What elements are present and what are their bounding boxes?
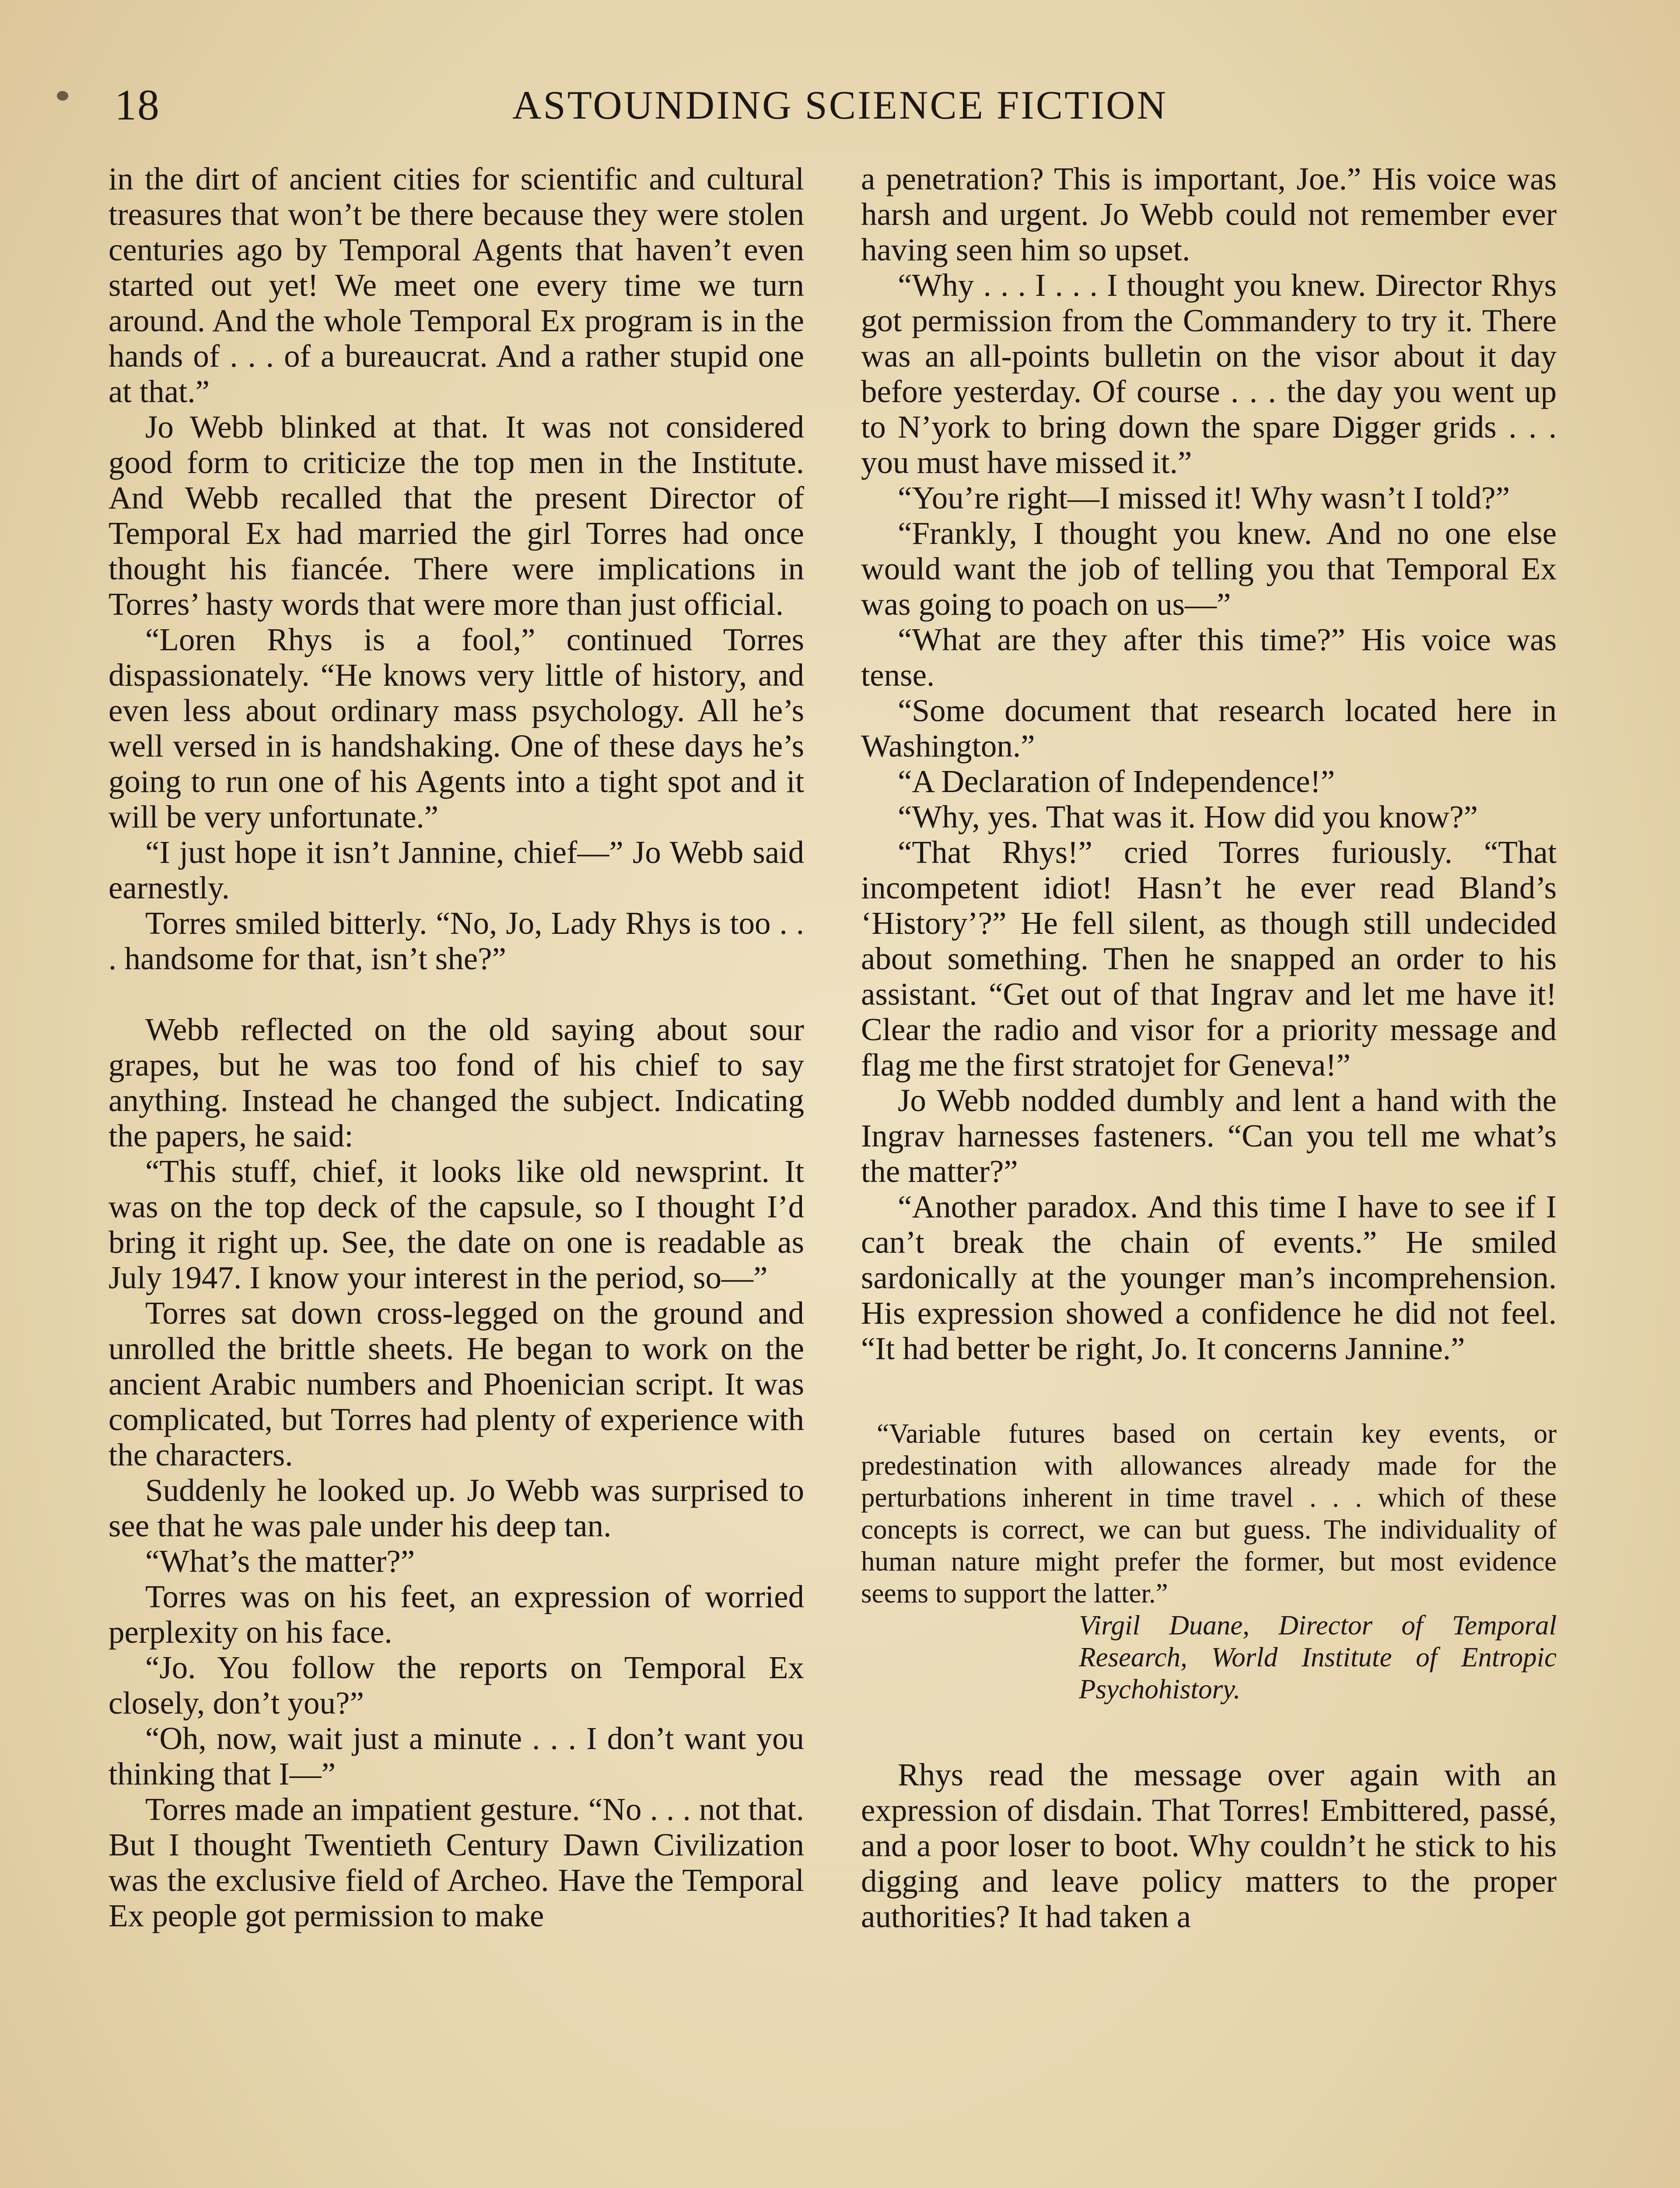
paragraph: “Why, yes. That was it. How did you know?” xyxy=(898,799,1478,835)
paragraph: in the dirt of ancient cities for scientific and cultural treasures that won’t be there because they were stolen centuries ago by Temporal Agents that haven’t even started out yet! We meet one every time we turn around. And the whole Temporal Ex program is in the hands of . . . of a bureaucrat. And a rather stupid one at that.” xyxy=(108,161,804,409)
paragraph: Torres smiled bitterly. “No, Jo, Lady Rhys is too . . . handsome for that, isn’t she?” xyxy=(108,905,804,976)
paragraph: “You’re right—I missed it! Why wasn’t I told?” xyxy=(898,480,1510,515)
paragraph: Torres made an impatient gesture. “No . . . not that. But I thought Twentieth Century Dawn Civilization was the exclusive field of Archeo. Have the Temporal Ex people got permission to make xyxy=(108,1792,804,1933)
epigraph-attribution: Virgil Duane, Director of Temporal Research, World Institute of Entropic Psychohistory. xyxy=(1079,1610,1557,1704)
paragraph: Webb reflected on the old saying about sour grapes, but he was too fond of his chief to say anything. Instead he changed the subject. Indicating the papers, he said: xyxy=(108,1012,804,1154)
paragraph: Rhys read the message over again with an expression of disdain. That Torres! Embittered, passé, and a poor loser to boot. Why couldn’t he stick to his digging and leave policy matters to the proper authorities? It had taken a xyxy=(861,1757,1557,1934)
paragraph: “Another paradox. And this time I have to see if I can’t break the chain of events.” He smiled sardonically at the younger man’s incomprehension. His expression showed a confidence he did not feel. “It had better be right, Jo. It concerns Jannine.” xyxy=(861,1189,1557,1366)
paragraph: “Jo. You follow the reports on Temporal Ex closely, don’t you?” xyxy=(108,1650,804,1721)
paragraph: “Some document that research located here in Washington.” xyxy=(861,693,1557,764)
page-number: 18 xyxy=(115,81,160,129)
right-column xyxy=(861,161,1557,1934)
running-head: ASTOUNDING SCIENCE FICTION xyxy=(512,83,1168,127)
paragraph: “Frankly, I thought you knew. And no one else would want the job of telling you that Temporal Ex was going to poach on us—” xyxy=(861,515,1557,622)
paragraph: Torres was on his feet, an expression of worried perplexity on his face. xyxy=(108,1579,804,1650)
left-column xyxy=(108,161,804,1933)
paragraph: “This stuff, chief, it looks like old newsprint. It was on the top deck of the capsule, so I thought I’d bring it right up. See, the date on one is readable as July 1947. I know your interest in the period, so—” xyxy=(108,1154,804,1295)
paragraph: “Loren Rhys is a fool,” continued Torres dispassionately. “He knows very little of history, and even less about ordinary mass psychology. All he’s well versed in is handshaking. One of these days he’s going to run one of his Agents into a tight spot and it will be very unfortunate.” xyxy=(108,622,804,835)
paragraph: “What are they after this time?” His voice was tense. xyxy=(861,622,1557,693)
epigraph-quote: “Variable futures based on certain key events, or predestination with allowances already made for the perturbations inherent in time travel . . . which of these concepts is correct, we can but guess. The individuality of human nature might prefer the former, but most evidence seems to support the latter.” xyxy=(861,1418,1557,1609)
ink-speck xyxy=(57,91,68,101)
paragraph: a penetration? This is important, Joe.” His voice was harsh and urgent. Jo Webb could not remember ever having seen him so upset. xyxy=(861,161,1557,267)
paragraph: “I just hope it isn’t Jannine, chief—” Jo Webb said earnestly. xyxy=(108,835,804,905)
paragraph: Suddenly he looked up. Jo Webb was surprised to see that he was pale under his deep tan. xyxy=(108,1473,804,1543)
paragraph: Jo Webb nodded dumbly and lent a hand with the Ingrav harnesses fasteners. “Can you tell me what’s the matter?” xyxy=(861,1083,1557,1189)
paragraph: “Why . . . I . . . I thought you knew. Director Rhys got permission from the Commandery to try it. There was an all-points bulletin on the visor about it day before yesterday. Of course . . . the day you went up to N’york to bring down the spare Digger grids . . . you must have missed it.” xyxy=(861,267,1557,480)
epigraph xyxy=(861,1418,1557,1705)
paragraph: “A Declaration of Independence!” xyxy=(898,764,1335,799)
page-header xyxy=(105,74,1575,136)
paragraph: “Oh, now, wait just a minute . . . I don’t want you thinking that I—” xyxy=(108,1721,804,1792)
paragraph: Torres sat down cross-legged on the ground and unrolled the brittle sheets. He began to work on the ancient Arabic numbers and Phoenician script. It was complicated, but Torres had plenty of experience with the characters. xyxy=(108,1295,804,1473)
paragraph: “That Rhys!” cried Torres furiously. “That incompetent idiot! Hasn’t he ever read Bland’s ‘History’?” He fell silent, as though still undecided about something. Then he snapped an order to his assistant. “Get out of that Ingrav and let me have it! Clear the radio and visor for a priority message and flag me the first stratojet for Geneva!” xyxy=(861,835,1557,1083)
paragraph: Jo Webb blinked at that. It was not considered good form to criticize the top men in the Institute. And Webb recalled that the present Director of Temporal Ex had married the girl Torres had once thought his fiancée. There were implications in Torres’ hasty words that were more than just official. xyxy=(108,409,804,622)
paragraph: “What’s the matter?” xyxy=(145,1543,415,1579)
